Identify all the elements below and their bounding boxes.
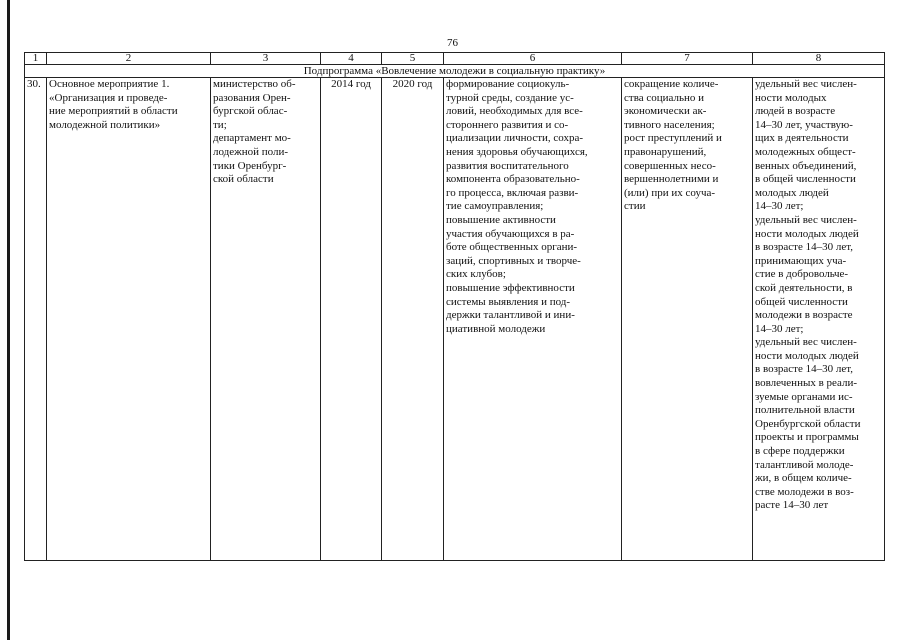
row-number: 30.	[27, 78, 41, 90]
executors-line: бургской облас-	[213, 105, 288, 118]
consequences-line: экономически ак-	[624, 105, 707, 118]
executors-line: разования Орен-	[213, 91, 291, 104]
consequences-line: (или) при их соуча-	[624, 186, 716, 199]
expected-result-cell	[444, 78, 622, 561]
activity-cell	[47, 78, 211, 561]
indicator-line: людей в возрасте	[755, 105, 836, 118]
executors-line: ти;	[213, 118, 227, 131]
result-line: циализации личности, сохра-	[446, 132, 584, 145]
table-row	[25, 78, 885, 561]
indicator-line: проекты и программы	[755, 431, 859, 444]
indicator-line: в сфере поддержки	[755, 445, 845, 458]
consequences-line: правонарушений,	[624, 145, 707, 158]
result-line: турной среды, создание ус-	[446, 91, 574, 104]
indicator-line: ской деятельности, в	[755, 281, 853, 294]
column-number: 7	[622, 53, 753, 65]
indicator-line: общей численности	[755, 295, 848, 308]
subprogram-row	[25, 65, 885, 78]
subprogram-title: Подпрограмма «Вовлечение молодежи в социальную практику»	[25, 65, 885, 78]
indicator-line: талантливой молоде-	[755, 458, 854, 471]
indicators-cell	[753, 78, 885, 561]
result-line: ловий, необходимых для все-	[446, 105, 583, 118]
indicator-line: полнительной власти	[755, 404, 855, 417]
page-edge-bar	[7, 0, 10, 640]
indicator-line: 14–30 лет, участвую-	[755, 118, 853, 131]
result-line: повышение активности	[446, 213, 556, 226]
indicator-line: расте 14–30 лет	[755, 499, 829, 512]
column-number-row	[25, 53, 885, 65]
end-year-cell	[382, 78, 444, 561]
result-line: ских клубов;	[446, 268, 506, 281]
indicator-line: 14–30 лет;	[755, 200, 804, 213]
indicator-line: ности молодых людей	[755, 349, 859, 362]
indicator-line: удельный вес числен-	[755, 78, 857, 90]
consequences-cell	[622, 78, 753, 561]
executors-cell	[211, 78, 321, 561]
consequences-line: рост преступлений и	[624, 132, 722, 145]
page-number: 76	[447, 37, 458, 49]
indicator-line: щих в деятельности	[755, 132, 849, 145]
indicator-line: венных объединений,	[755, 159, 857, 172]
indicator-line: зуемые органами ис-	[755, 390, 853, 403]
consequences-line: вершеннолетними и	[624, 173, 719, 186]
consequences-line: тивного населения;	[624, 118, 715, 131]
indicator-line: в возрасте 14–30 лет,	[755, 363, 853, 376]
indicator-line: принимающих уча-	[755, 254, 847, 267]
row-number-cell	[25, 78, 47, 561]
consequences-line: сокращение количе-	[624, 78, 719, 90]
indicator-line: в возрасте 14–30 лет,	[755, 241, 853, 254]
result-line: заций, спортивных и творче-	[446, 254, 581, 267]
result-line: боте общественных органи-	[446, 241, 578, 254]
executors-line: министерство об-	[213, 78, 296, 90]
activity-line: Основное мероприятие 1.	[49, 78, 170, 90]
result-line: повышение эффективности	[446, 281, 575, 294]
column-number: 3	[211, 53, 321, 65]
indicator-line: стве молодежи в воз-	[755, 485, 854, 498]
column-number: 2	[47, 53, 211, 65]
start-year-cell	[321, 78, 382, 561]
indicator-line: молодых людей	[755, 186, 829, 199]
result-line: го процесса, включая разви-	[446, 186, 579, 199]
column-number: 1	[25, 53, 47, 65]
indicator-line: молодежных общест-	[755, 145, 856, 158]
column-number: 6	[444, 53, 622, 65]
column-number: 4	[321, 53, 382, 65]
result-line: нения здоровья обучающихся,	[446, 145, 588, 158]
indicator-line: удельный вес числен-	[755, 336, 857, 349]
program-table	[24, 52, 885, 561]
column-number: 5	[382, 53, 444, 65]
indicator-line: вовлеченных в реали-	[755, 377, 858, 390]
consequences-line: совершенных несо-	[624, 159, 716, 172]
column-number: 8	[753, 53, 885, 65]
indicator-line: удельный вес числен-	[755, 213, 857, 226]
result-line: компонента образовательно-	[446, 173, 580, 186]
indicator-line: в общей численности	[755, 173, 856, 186]
executors-line: ской области	[213, 173, 274, 186]
executors-line: тики Оренбург-	[213, 159, 287, 172]
end-year: 2020 год	[392, 78, 433, 90]
indicator-line: 14–30 лет;	[755, 322, 804, 335]
executors-line: лодежной поли-	[213, 145, 289, 158]
result-line: участия обучающихся в ра-	[446, 227, 575, 240]
consequences-line: ства социально и	[624, 91, 705, 104]
executors-line: департамент мо-	[213, 132, 291, 145]
consequences-line: стии	[624, 200, 646, 213]
indicator-line: Оренбургской области	[755, 417, 861, 430]
result-line: развития воспитательного	[446, 159, 569, 172]
indicator-line: ности молодых	[755, 91, 827, 104]
result-line: формирование социокуль-	[446, 78, 570, 90]
start-year: 2014 год	[331, 78, 371, 90]
activity-line: молодежной политики»	[49, 118, 161, 131]
result-line: системы выявления и под-	[446, 295, 571, 308]
result-line: циативной молодежи	[446, 322, 546, 335]
indicator-line: молодежи в возрасте	[755, 309, 853, 322]
indicator-line: жи, в общем количе-	[755, 472, 852, 485]
indicator-line: стие в добровольче-	[755, 268, 849, 281]
result-line: держки талантливой и ини-	[446, 309, 575, 322]
activity-line: ние мероприятий в области	[49, 105, 178, 118]
indicator-line: ности молодых людей	[755, 227, 859, 240]
result-line: стороннего развития и со-	[446, 118, 569, 131]
activity-line: «Организация и проведе-	[49, 91, 168, 104]
result-line: тие самоуправления;	[446, 200, 544, 213]
